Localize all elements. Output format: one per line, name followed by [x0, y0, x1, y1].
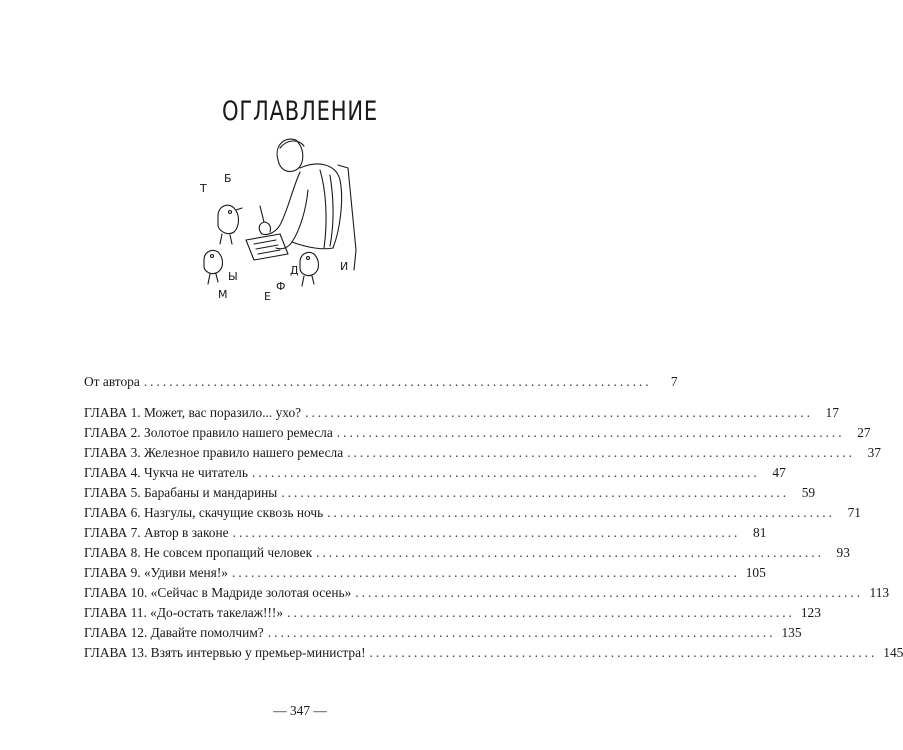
toc-entry-title: ГЛАВА 1. Может, вас поразило... ухо? — [84, 405, 302, 420]
toc-entry[interactable] — [84, 623, 802, 643]
toc-entry[interactable] — [84, 483, 816, 503]
toc-entry-page: 47 — [772, 465, 786, 480]
toc-leader-dots: ................................................................................ — [316, 545, 824, 560]
toc-entry-title: ГЛАВА 7. Автор в законе — [84, 525, 229, 540]
toc-entry-title: ГЛАВА 12. Давайте помолчим? — [84, 625, 264, 640]
toc-entry-title: ГЛАВА 10. «Сейчас в Мадриде золотая осень» — [84, 585, 352, 600]
toc-entry-page: 17 — [825, 405, 839, 420]
toc-entry-page: 113 — [869, 585, 890, 600]
toc-entry-page: 59 — [801, 485, 816, 500]
toc-entry[interactable] — [84, 523, 767, 543]
writer-with-birds-sketch-icon — [188, 130, 368, 320]
toc-entry-title: ГЛАВА 3. Железное правило нашего ремесла — [84, 445, 344, 460]
sketch-letter: Т — [200, 182, 207, 195]
toc-entry-page: 145 — [883, 645, 903, 660]
toc-entry-page: 27 — [857, 425, 871, 440]
toc-leader-dots: ................................................................................ — [327, 505, 835, 520]
toc-leader-dots: ................................................................................ — [143, 374, 652, 389]
toc-entry-page: 135 — [781, 625, 802, 640]
toc-leader-dots: ................................................................................ — [336, 425, 845, 440]
toc-leader-dots: ................................................................................ — [232, 525, 741, 540]
sketch-letter: Б — [224, 172, 232, 185]
toc-entry[interactable] — [84, 543, 850, 563]
toc-entry-title: ГЛАВА 13. Взять интервью у премьер-министра! — [84, 645, 366, 660]
toc-entry[interactable] — [84, 443, 881, 463]
toc-leader-dots: ................................................................................ — [287, 605, 795, 620]
toc-leader-dots: ................................................................................ — [347, 445, 855, 460]
toc-leader-dots: ................................................................................ — [281, 485, 790, 500]
toc-entry-page: 37 — [867, 445, 881, 460]
table-of-contents — [84, 372, 903, 663]
toc-entry-title: ГЛАВА 11. «До-остать такелаж!!!» — [84, 605, 284, 620]
toc-entry-page: 105 — [745, 565, 766, 580]
toc-entry[interactable] — [84, 463, 786, 483]
toc-leader-dots: ................................................................................ — [232, 565, 740, 580]
toc-entry[interactable] — [84, 403, 839, 423]
toc-leader-dots: ................................................................................ — [251, 465, 760, 480]
toc-entry[interactable] — [84, 503, 861, 523]
toc-entry-title: ГЛАВА 5. Барабаны и мандарины — [84, 485, 278, 500]
toc-entry-page: 7 — [670, 374, 678, 389]
toc-leader-dots: ................................................................................ — [305, 405, 813, 420]
toc-leader-dots: ................................................................................ — [369, 645, 878, 660]
toc-entry[interactable] — [84, 583, 890, 603]
sketch-letter: Е — [264, 290, 271, 303]
toc-entry-title: ГЛАВА 8. Не совсем пропащий человек — [84, 545, 313, 560]
toc-entry[interactable] — [84, 643, 903, 663]
sketch-letter: Ы — [228, 270, 238, 283]
sketch-letter: И — [340, 260, 349, 273]
toc-entry-title: ГЛАВА 6. Назгулы, скачущие сквозь ночь — [84, 505, 324, 520]
toc-entry-page: 93 — [836, 545, 850, 560]
toc-entry-title: От автора — [84, 374, 140, 389]
page-number: — 347 — — [273, 703, 327, 718]
sketch-letter: Д — [290, 264, 299, 277]
toc-entry-title: ГЛАВА 9. «Удиви меня!» — [84, 565, 228, 580]
sketch-letter: М — [218, 288, 228, 301]
toc-leader-dots: ................................................................................ — [355, 585, 864, 600]
toc-leader-dots: ................................................................................ — [267, 625, 776, 640]
toc-entry-title: ГЛАВА 4. Чукча не читатель — [84, 465, 248, 480]
toc-entry-page: 71 — [847, 505, 861, 520]
toc-entry-page: 81 — [753, 525, 767, 540]
sketch-letter: Ф — [276, 280, 286, 293]
toc-entry[interactable] — [84, 423, 871, 443]
toc-entry[interactable] — [84, 603, 821, 623]
toc-entry-page: 123 — [800, 605, 821, 620]
toc-entry[interactable] — [84, 372, 678, 392]
toc-entry-title: ГЛАВА 2. Золотое правило нашего ремесла — [84, 425, 333, 440]
toc-entry[interactable] — [84, 563, 766, 583]
page-title: ОГЛАВЛЕНИЕ — [222, 96, 378, 128]
